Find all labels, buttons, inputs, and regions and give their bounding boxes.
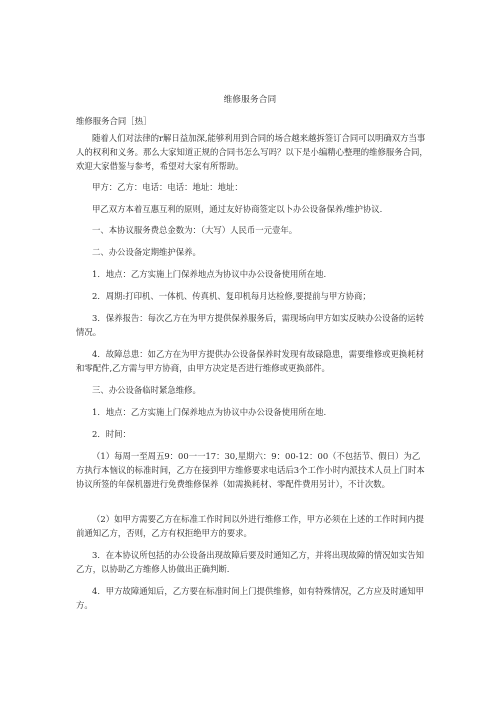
paragraph-2-1: 1．地点：乙方实施上门保养地点为协议中办公设备使用所在地. (92, 269, 327, 279)
paragraph-3-4: 4．甲方故障通知后，乙方要在标准时间上门提供维修，如有特殊情况，乙方应及时通知甲方。 (76, 586, 424, 610)
paragraph-2-2: 2．周期:打印机、一体机、传真机、复印机每月达检修,要提前与甲方协商； (92, 291, 371, 301)
paragraph-3-1: 1．地点：乙方实施上门保养地点为协议中办公设备使用所在地. (92, 407, 327, 417)
paragraph-3-2: 2．时间： (92, 429, 131, 439)
section-heading-3: 三、办公设备临时紧急维修。 (92, 385, 201, 395)
document-title: 维修服务合同 (223, 95, 277, 105)
paragraph-3-2-2: （2）如甲方需要乙方在标准工作时间以外进行维修工作，甲方必须在上述的工作时间内提前通知乙方，否则，乙方有权拒绝甲方的要求。 (76, 514, 424, 538)
paragraph-fee: 一、本协议服务费总金数为：（大写）人民币一元壹年。 (92, 225, 298, 235)
paragraph-3-2-1: （1）每周一至周五9：00一一17：30,星期六：9：00-12：00（不包括节、假日）为乙方执行本恼议的标准时间，乙方在接到甲方维修要求电话后3个工作小时内派技术人员上门时本协议所签的年保机器进行免费维修保养（如需换耗材、零配件费用另计），不计次数。 (76, 451, 425, 489)
paragraph-3-3: 3．在本协议所包括的办公设备出现故障后要及时通知乙方，并将出现故障的情况如实告知乙方，以协助乙方维修人协做出正确判断. (76, 550, 424, 574)
paragraph-2-4: 4．故障总患：如乙方在为甲方提供办公设备保养时发现有故碌隐患，需要维修或更换耗材和零配件,乙方需与甲方协商，由甲方决定是否进行维修或更换部件。 (76, 349, 424, 373)
paragraph-heading: 维修服务合同［热］ (76, 116, 152, 126)
paragraph-2-3: 3．保养报告：每次乙方在为甲方提供保养服务后，需现场向甲方如实反映办公设备的运转情况。 (76, 313, 424, 337)
paragraph-agreement: 甲乙双方本着互惠互利的原则，通过友好协商签定以卜办公设备保养/维护协议. (92, 204, 383, 214)
paragraph-intro: 随着人们对法律的r解日益加深,能够利用到合同的场合越来越拆签订合同可以明确双方当事人的权利和义务。那么大家知道正规的合同书怎么写吗？以下是小编精心整理的维修服务合同，欢迎大家借鉴与参考，希望对大家有所帮助。 (76, 133, 428, 171)
paragraph-parties: 甲方：乙方：电话：电话：地址：地址： (92, 182, 243, 192)
section-heading-2: 二、办公设备定期维护保养。 (92, 247, 201, 257)
